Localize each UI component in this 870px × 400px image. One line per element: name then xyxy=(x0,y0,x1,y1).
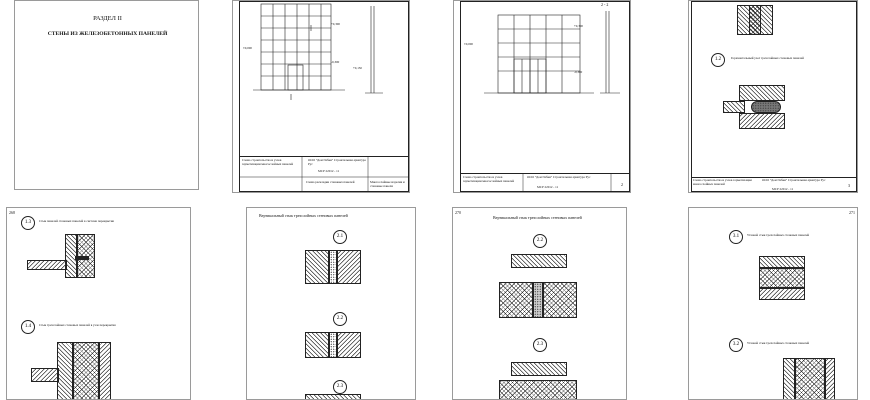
level-mark: +0,300 xyxy=(574,24,583,28)
stamp-organization: ООО "Дом Гибки" Строительная арматура Рус xyxy=(527,175,591,179)
sheet-facade-plan[interactable] xyxy=(232,0,410,193)
node-marker: 2.1 xyxy=(333,230,347,244)
sheet-vertical-joint-a[interactable] xyxy=(246,207,416,400)
insulation-layer xyxy=(749,5,761,35)
stamp-organization: ООО "Дом Гибки" Строительная арматура Рус xyxy=(308,158,366,166)
section-title: СТЕНЫ ИЗ ЖЕЛЕЗОБЕТОННЫХ ПАНЕЛЕЙ xyxy=(47,31,168,37)
panel-section xyxy=(825,358,835,400)
level-mark: -0,300 xyxy=(574,70,583,74)
sheet-corner-joint[interactable] xyxy=(688,207,858,400)
joint-gap xyxy=(329,250,337,284)
node-marker: 2.3 xyxy=(333,380,347,394)
node-caption: Угловой стык трехслойных стеновых панелей xyxy=(747,233,810,237)
sheet-vertical-joint-b[interactable] xyxy=(452,207,627,400)
section-number: РАЗДЕЛ II xyxy=(93,15,122,22)
joint-gap xyxy=(533,282,543,318)
stamp-description: Схема строительства и узлов герметизации многослойных панелей xyxy=(463,175,515,183)
panel-section xyxy=(57,342,73,400)
panel-section xyxy=(739,113,785,129)
slab-section xyxy=(31,368,59,382)
sealant xyxy=(75,256,89,260)
level-mark: +0,150 xyxy=(353,66,362,70)
node-marker: 1.3 xyxy=(21,216,35,230)
insulation-layer xyxy=(543,282,577,318)
panel-section xyxy=(739,85,785,101)
slab-section xyxy=(27,260,67,270)
stamp-page: 2 xyxy=(621,182,623,187)
stamp-description: Схема строительства и узлов герметизации многослойных панелей xyxy=(693,178,752,186)
node-caption: Горизонтальный узел трехслойных стеновых панелей xyxy=(731,56,804,60)
level-mark: ±0,000 xyxy=(464,42,473,46)
node-marker: 3.2 xyxy=(729,338,743,352)
stamp-description: Схема строительства и узлов герметизации многослойных панелей xyxy=(242,158,294,166)
stamp-page: 3 xyxy=(848,183,850,188)
panel-section xyxy=(723,101,745,113)
panel-section xyxy=(759,256,805,268)
panel-section xyxy=(511,254,567,268)
node-caption: Угловой стык трехслойных стеновых панелей xyxy=(747,341,810,345)
panel-section xyxy=(305,332,329,358)
stamp-plan-title: Схема раскладки стеновых панелей xyxy=(306,180,355,184)
stamp-code: МСР 22012 - 11 xyxy=(537,185,559,189)
level-mark: ±0,000 xyxy=(243,46,252,50)
node-marker: 2.2 xyxy=(333,312,347,326)
sheet-title-page[interactable] xyxy=(14,0,199,190)
panel-section xyxy=(337,250,361,284)
page-number: 271 xyxy=(849,210,855,215)
node-caption: Стык панелей стеновых панелей в системе перекрытия xyxy=(39,219,114,223)
panel-section xyxy=(305,394,361,400)
facade-drawing xyxy=(454,1,631,193)
page-number: 270 xyxy=(455,210,461,215)
section-label: 2 - 2 xyxy=(601,2,609,7)
title-block xyxy=(239,156,409,192)
level-mark: +0,300 xyxy=(331,22,340,26)
node-marker: 1.4 xyxy=(21,320,35,334)
stamp-info: Многослойные изделия и стеновые панели xyxy=(370,180,405,188)
stamp-code: МСР 22012 - 11 xyxy=(772,187,794,191)
panel-section xyxy=(337,332,361,358)
sheet-caption: Вертикальный стык трехслойных стеновых панелей xyxy=(259,213,348,218)
insulation-layer xyxy=(499,380,577,400)
sheet-caption: Вертикальный стык трехслойных стеновых панелей xyxy=(493,215,582,220)
title-block xyxy=(691,177,857,192)
panel-section xyxy=(305,250,329,284)
stamp-code: МСР 22012 - 11 xyxy=(318,169,340,173)
page-number: 268 xyxy=(9,210,15,215)
panel-section xyxy=(759,288,805,300)
title-block xyxy=(460,173,630,192)
panel-section xyxy=(99,342,111,400)
stamp-organization: ООО "Дом Гибки" Строительная арматура Рус xyxy=(762,178,826,182)
sheet-floor-joint[interactable] xyxy=(6,207,191,400)
sheet-horizontal-joint[interactable] xyxy=(688,0,858,193)
node-caption: Стык трехслойных стеновых панелей в узле перекрытия xyxy=(39,323,116,327)
level-mark: -0,300 xyxy=(331,60,340,64)
node-marker: 1.2 xyxy=(711,53,725,67)
insulation-layer xyxy=(759,268,805,288)
insulation-layer xyxy=(795,358,825,400)
node-marker: 2.3 xyxy=(533,338,547,352)
panel-section xyxy=(511,362,567,376)
sealant xyxy=(751,101,781,113)
panel-section xyxy=(783,358,795,400)
joint-gap xyxy=(329,332,337,358)
insulation-layer xyxy=(499,282,533,318)
sheet-facade-section[interactable] xyxy=(453,0,631,193)
node-marker: 3.1 xyxy=(729,230,743,244)
node-marker: 2.2 xyxy=(533,234,547,248)
insulation-layer xyxy=(73,342,99,400)
